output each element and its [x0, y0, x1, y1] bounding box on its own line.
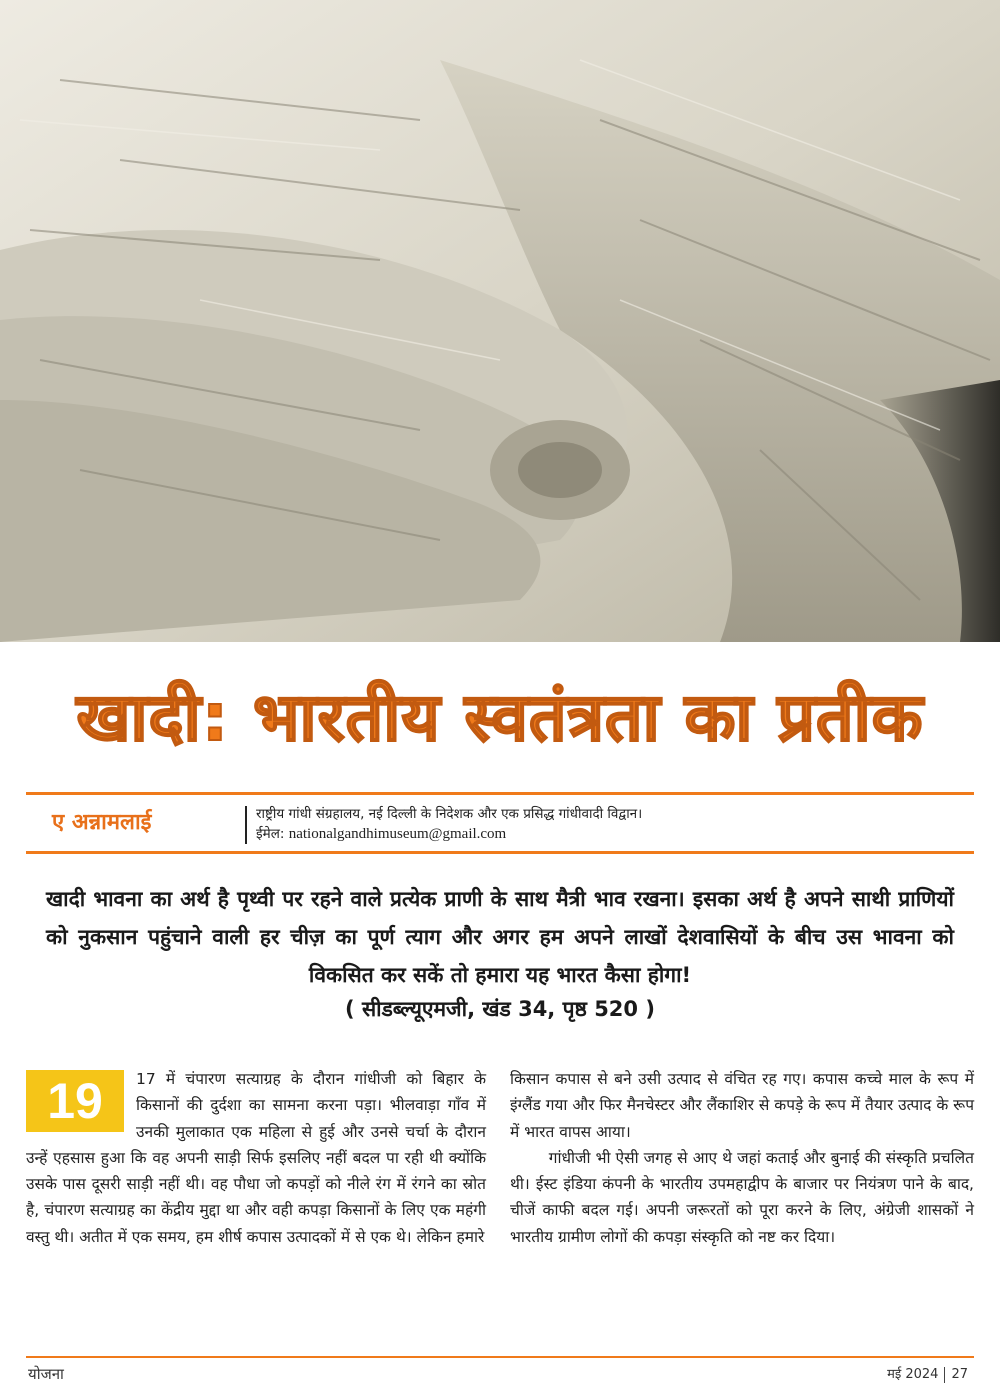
issue-date: मई 2024 — [887, 1367, 939, 1382]
body-column-right — [510, 1066, 974, 1250]
body-paragraph: 17 में चंपारण सत्याग्रह के दौरान गांधीजी को बिहार के किसानों की दुर्दशा का सामना करना पड़ा। भीलवाड़ा गाँव में उनकी मुलाकात एक महिला से हुई और उनसे चर्चा के दौरान उन्हें एहसास हुआ कि वह अपनी साड़ी सिर्फ इसलिए नहीं बदल पा रही थी क्योंकि उसके पास दूसरी साड़ी नहीं थी। वह पौधा जो कपड़ों को नीले रंग में रंगने का स्रोत है, चंपारण सत्याग्रह का केंद्रीय मुद्दा था और वही कपड़ा किसानों के लिए एक महंगी वस्तु थी। अतीत में एक समय, हम शीर्ष कपास उत्पादकों में से एक थे। लेकिन हमारे — [26, 1070, 486, 1246]
author-separator — [245, 806, 247, 844]
body-column-left — [26, 1066, 486, 1250]
author-name: ए अन्नामलाई — [52, 810, 152, 835]
author-bottom-rule — [26, 851, 974, 854]
cloth-illustration — [0, 0, 1000, 642]
pull-quote: खादी भावना का अर्थ है पृथ्वी पर रहने वाले प्रत्येक प्राणी के साथ मैत्री भाव रखना। इसका अर्थ है अपने साथी प्राणियों को नुकसान पहुंचाने वाली हर चीज़ का पूर्ण त्याग और अगर हम अपने लाखों देशवासियों के बीच उस भावना को विकसित कर सकें तो हमारा यह भारत कैसा होगा! — [46, 887, 954, 987]
author-description: राष्ट्रीय गांधी संग्रहालय, नई दिल्ली के निदेशक और एक प्रसिद्ध गांधीवादी विद्वान। — [256, 806, 643, 822]
footer-divider — [944, 1367, 945, 1383]
quote-source: ( सीडब्ल्यूएमजी, खंड 34, पृष्ठ 520 ) — [345, 997, 655, 1021]
author-info — [256, 804, 642, 844]
author-email-line — [256, 824, 642, 844]
email-label: ईमेल: — [256, 826, 285, 842]
dropcap: 19 — [26, 1070, 124, 1132]
page-number: 27 — [951, 1367, 968, 1382]
khadi-cloth-photo — [0, 0, 1000, 642]
article-title: खादी: भारतीय स्वतंत्रता का प्रतीक — [76, 679, 924, 756]
footer-rule — [26, 1356, 974, 1358]
magazine-name: योजना — [28, 1365, 64, 1383]
page-footer-info — [887, 1364, 968, 1383]
body-paragraph: किसान कपास से बने उसी उत्पाद से वंचित रह गए। कपास कच्चे माल के रूप में इंग्लैंड गया और फिर मैनचेस्टर और लैंकाशिर से कपड़े के रूप में तैयार उत्पाद के रूप में भारत वापस आया। — [510, 1070, 975, 1141]
author-email: nationalgandhimuseum@gmail.com — [288, 826, 507, 842]
top-rule — [26, 792, 974, 795]
body-paragraph: गांधीजी भी ऐसी जगह से आए थे जहां कताई और बुनाई की संस्कृति प्रचलित थी। ईस्ट इंडिया कंपनी के भारतीय उपमहाद्वीप के बाजार पर नियंत्रण पाने के बाद, चीजें काफी बदल गई। अपनी जरूरतों को पूरा करने के लिए, अंग्रेजी शासकों ने भारतीय ग्रामीण लोगों की कपड़ा संस्कृति को नष्ट कर दिया। — [510, 1148, 974, 1246]
